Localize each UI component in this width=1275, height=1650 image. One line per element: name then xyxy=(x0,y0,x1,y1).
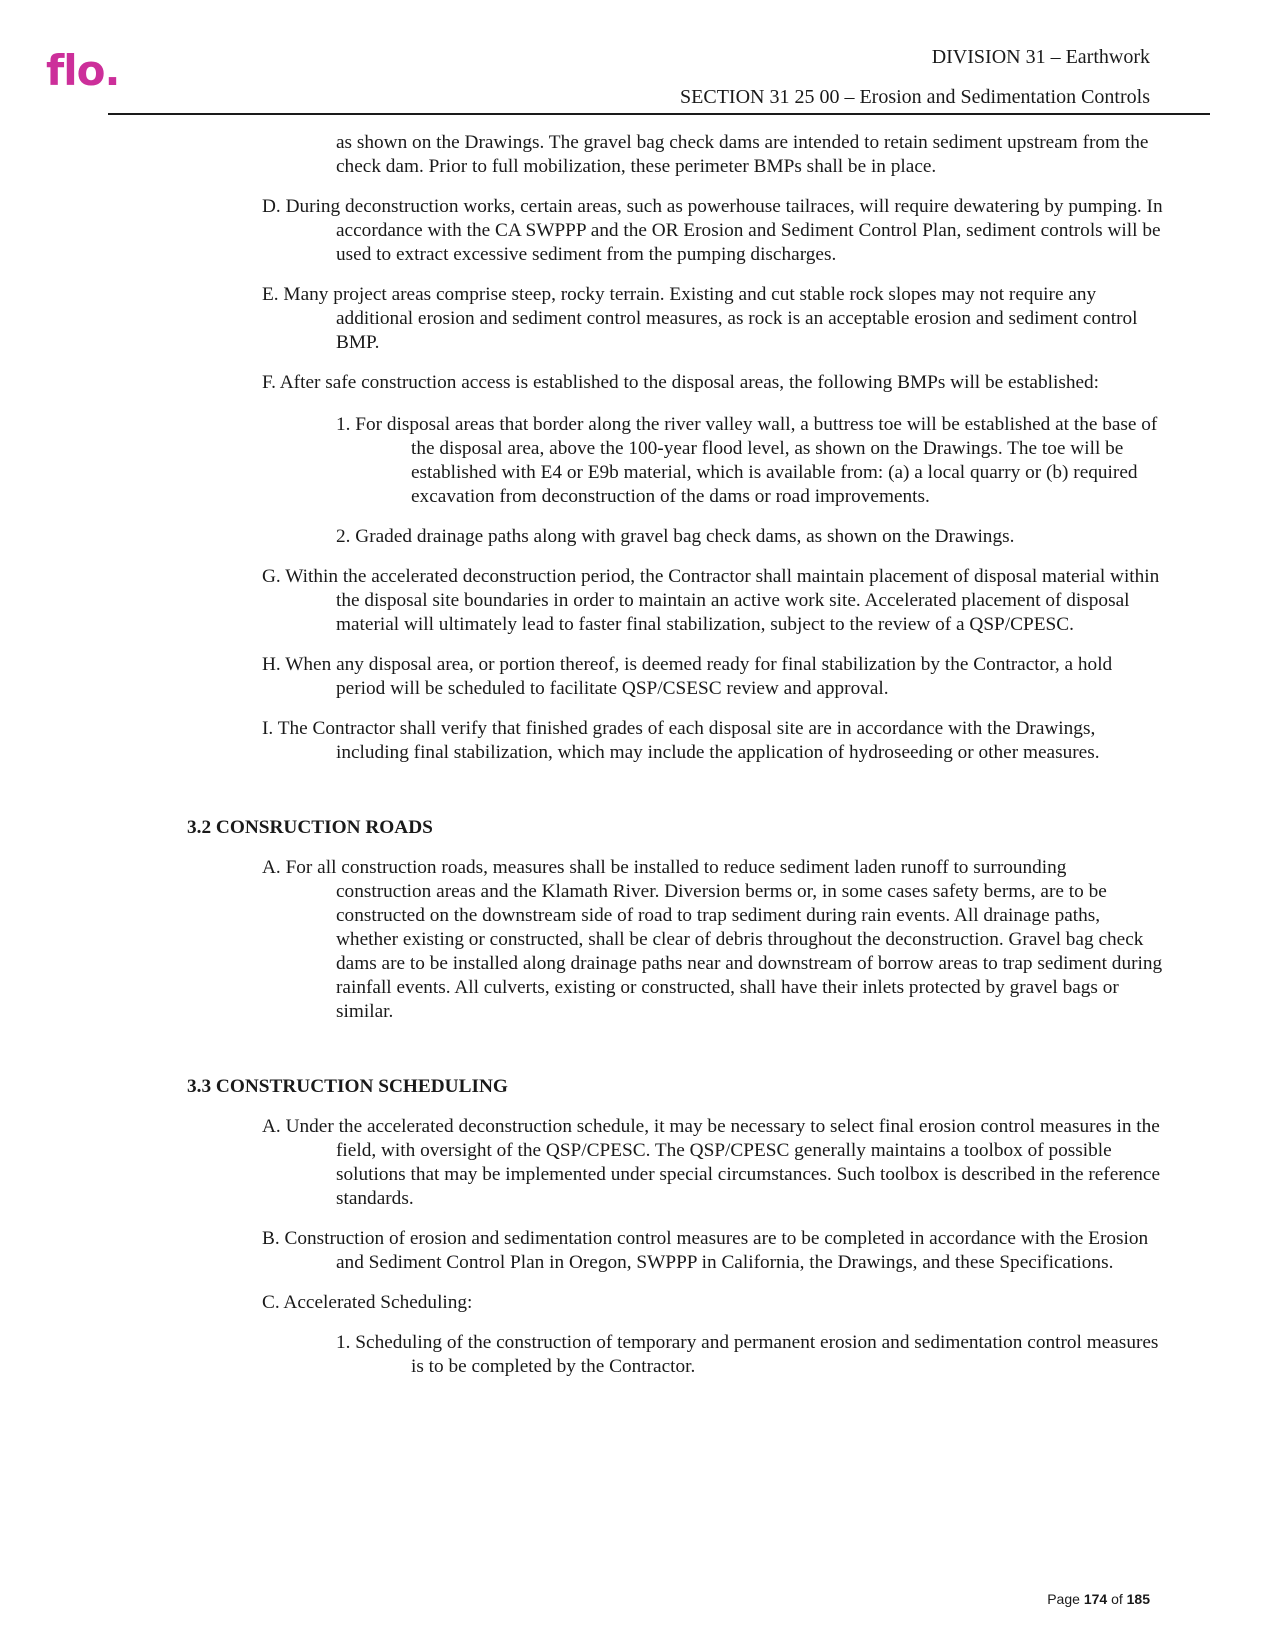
paragraph-e: E. Many project areas comprise steep, rocky terrain. Existing and cut stable rock slopes may not require any additional erosion and sediment control measures, as rock is an acceptable erosion and sediment control BMP. xyxy=(262,284,1138,353)
paragraph-3-3-c-1: 1. Scheduling of the construction of temporary and permanent erosion and sedimentation control measures is to be completed by the Contractor. xyxy=(336,1332,1159,1377)
paragraph-continued: as shown on the Drawings. The gravel bag check dams are intended to retain sediment upstream from the check dam. Prior to full mobilization, these perimeter BMPs shall be in place. xyxy=(336,132,1149,177)
paragraph-g: G. Within the accelerated deconstruction period, the Contractor shall maintain placement of disposal material within the disposal site boundaries in order to maintain an active work site. Accelerated placement of disposal material will ultimately lead to faster final stabilization, subject to the review of a QSP/CPESC. xyxy=(262,566,1160,635)
page-current: 174 xyxy=(1083,1591,1108,1607)
section-heading-3-2: 3.2 CONSRUCTION ROADS xyxy=(187,817,433,838)
document-body xyxy=(0,131,1275,1379)
paragraph-f: F. After safe construction access is established to the disposal areas, the following BMPs will be established: xyxy=(262,372,1100,393)
paragraph-i: I. The Contractor shall verify that finished grades of each disposal site are in accordance with the Drawings, including final stabilization, which may include the application of hydroseeding or other measures. xyxy=(262,718,1100,763)
paragraph-f-1: 1. For disposal areas that border along the river valley wall, a buttress toe will be established at the base of the disposal area, above the 100-year flood level, as shown on the Drawings. The toe will be established with E4 or E9b material, which is available from: (a) a local quarry or (b) required excavation from deconstruction of the dams or road improvements. xyxy=(336,414,1158,507)
page-word: Page xyxy=(1047,1591,1080,1607)
page-number xyxy=(1047,1591,1150,1607)
header-divider xyxy=(108,113,1210,115)
paragraph-d: D. During deconstruction works, certain areas, such as powerhouse tailraces, will require dewatering by pumping. In accordance with the CA SWPPP and the OR Erosion and Sediment Control Plan, sediment controls will be used to extract excessive sediment from the pumping discharges. xyxy=(262,196,1163,265)
paragraph-f-2: 2. Graded drainage paths along with gravel bag check dams, as shown on the Drawings. xyxy=(336,526,1015,547)
section-header: SECTION 31 25 00 – Erosion and Sedimentation Controls xyxy=(680,86,1150,108)
paragraph-h: H. When any disposal area, or portion thereof, is deemed ready for final stabilization by the Contractor, a hold period will be scheduled to facilitate QSP/CSESC review and approval. xyxy=(262,654,1113,699)
paragraph-3-2-a: A. For all construction roads, measures shall be installed to reduce sediment laden runoff to surrounding construction areas and the Klamath River. Diversion berms or, in some cases safety berms, are to be constructed on the downstream side of road to trap sediment during rain events. All drainage paths, whether existing or constructed, shall be clear of debris throughout the deconstruction. Gravel bag check dams are to be installed along drainage paths near and downstream of borrow areas to trap sediment during rainfall events. All culverts, existing or constructed, shall have their inlets protected by gravel bags or similar. xyxy=(262,857,1163,1022)
page-total: 185 xyxy=(1126,1591,1150,1607)
of-word: of xyxy=(1111,1591,1123,1607)
section-heading-3-3: 3.3 CONSTRUCTION SCHEDULING xyxy=(187,1076,508,1097)
paragraph-3-3-b: B. Construction of erosion and sedimentation control measures are to be completed in accordance with the Erosion and Sediment Control Plan in Oregon, SWPPP in California, the Drawings, and these Specifications. xyxy=(262,1228,1149,1273)
flo-logo: flo. xyxy=(46,46,120,95)
paragraph-3-3-a: A. Under the accelerated deconstruction schedule, it may be necessary to select final erosion control measures in the field, with oversight of the QSP/CPESC. The QSP/CPESC generally maintains a toolbox of possible solutions that may be implemented under special circumstances. Such toolbox is described in the reference standards. xyxy=(262,1116,1161,1209)
paragraph-3-3-c: C. Accelerated Scheduling: xyxy=(262,1292,473,1313)
division-header: DIVISION 31 – Earthwork xyxy=(931,46,1150,68)
